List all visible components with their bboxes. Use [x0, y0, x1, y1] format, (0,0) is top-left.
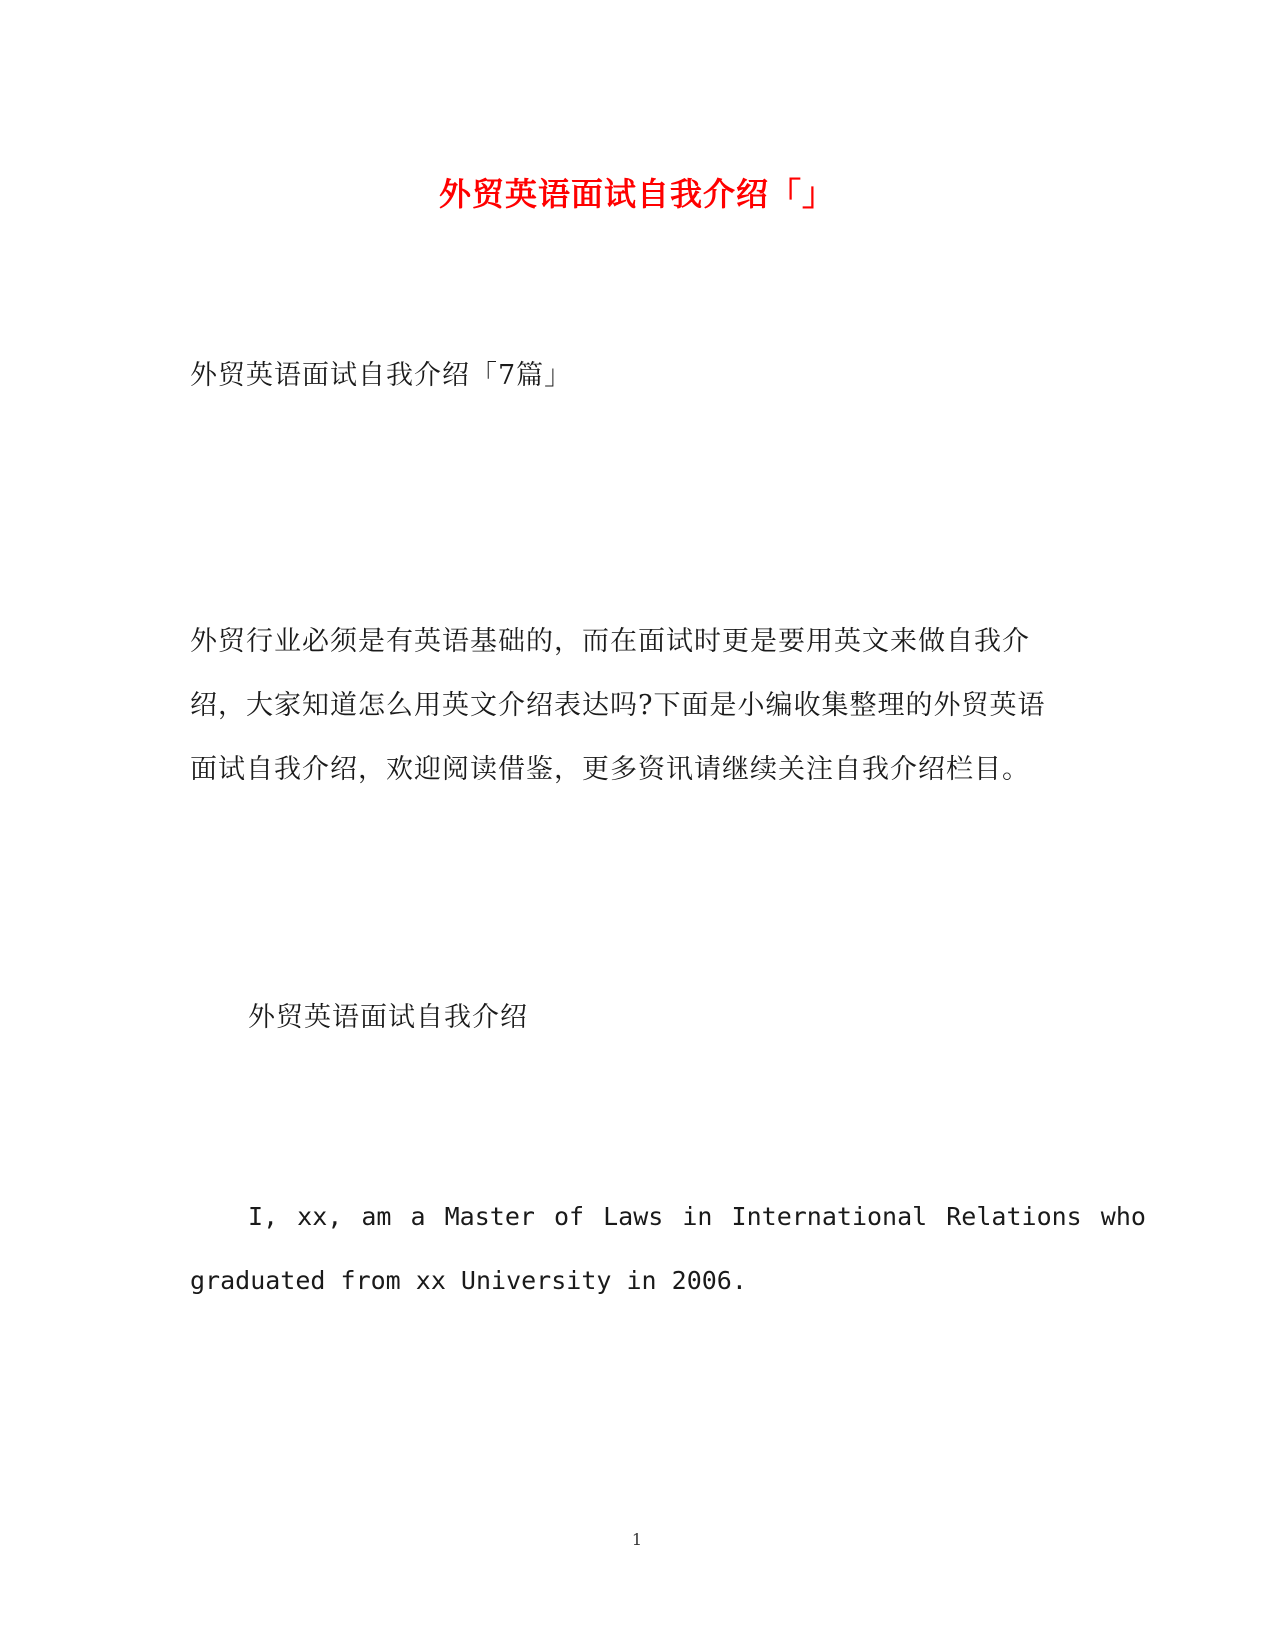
intro-paragraph	[190, 610, 1090, 802]
intro-line: 外贸行业必须是有英语基础的，而在面试时更是要用英文来做自我介	[190, 626, 1030, 657]
english-line: I, xx, am a Master of Laws in International Relations who	[248, 1202, 1146, 1231]
document-title: 外贸英语面试自我介绍「」	[438, 175, 835, 213]
section-heading: 外贸英语面试自我介绍	[248, 1002, 528, 1033]
english-paragraph	[190, 1185, 1146, 1313]
document-subtitle: 外贸英语面试自我介绍「7篇」	[190, 360, 573, 391]
intro-line: 绍，大家知道怎么用英文介绍表达吗?下面是小编收集整理的外贸英语	[190, 690, 1046, 721]
page-number: 1	[631, 1530, 643, 1549]
english-line: graduated from xx University in 2006.	[190, 1266, 747, 1295]
intro-line: 面试自我介绍，欢迎阅读借鉴，更多资讯请继续关注自我介绍栏目。	[190, 754, 1030, 785]
